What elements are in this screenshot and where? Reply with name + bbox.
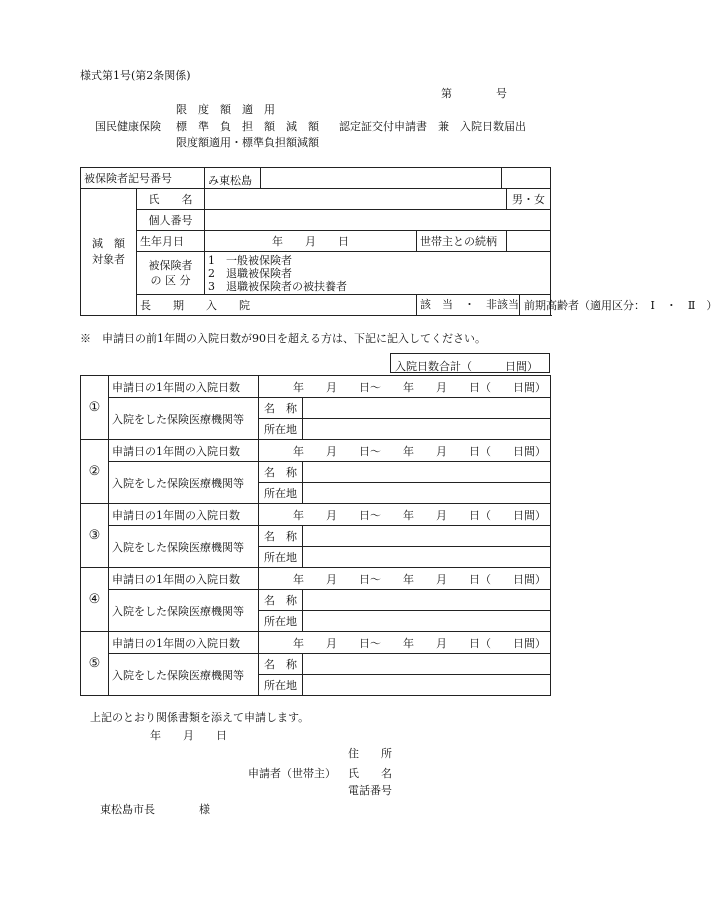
entry-days-label: 申請日の1年間の入院日数 xyxy=(109,632,259,654)
entry-period-field[interactable]: 年 月 日〜 年 月 日（ 日間） xyxy=(259,440,551,462)
entry-institution-label: 入院をした保険医療機関等 xyxy=(109,590,259,632)
hospital-entry-row xyxy=(81,440,551,462)
title-line3: 限度額適用・標準負担額減額 xyxy=(176,136,319,149)
hospital-entry-row xyxy=(81,504,551,526)
title-right: 認定証交付申請書 兼 入院日数届出 xyxy=(339,120,526,133)
entry-mark: ④ xyxy=(81,568,109,632)
category-item-3: 3 退職被保険者の被扶養者 xyxy=(208,279,347,293)
entry-days-label: 申請日の1年間の入院日数 xyxy=(109,568,259,590)
addressee: 東松島市長 様 xyxy=(100,803,210,816)
entry-name-field[interactable] xyxy=(303,654,551,675)
entry-address-field[interactable] xyxy=(303,419,551,440)
total-days-field[interactable]: 入院日数合計（ 日間） xyxy=(390,353,550,373)
entry-name-label: 名 称 xyxy=(259,462,303,483)
entry-address-field[interactable] xyxy=(303,547,551,568)
entry-period-field[interactable]: 年 月 日〜 年 月 日（ 日間） xyxy=(259,632,551,654)
applicant-phone-label: 電話番号 xyxy=(348,784,392,797)
entry-name-field[interactable] xyxy=(303,462,551,483)
entry-mark: ① xyxy=(81,376,109,440)
entry-institution-label: 入院をした保険医療機関等 xyxy=(109,398,259,440)
hospital-entry-row xyxy=(81,376,551,398)
entry-address-field[interactable] xyxy=(303,675,551,696)
long-term-choice[interactable]: 該 当 ・ 非該当 xyxy=(417,295,520,315)
entry-address-label: 所在地 xyxy=(259,611,303,632)
applicant-name-label: 氏 名 xyxy=(348,767,392,780)
long-term-label: 長 期 入 院 xyxy=(137,295,417,316)
entry-address-field[interactable] xyxy=(303,611,551,632)
entry-days-label: 申請日の1年間の入院日数 xyxy=(109,504,259,526)
entry-name-field[interactable] xyxy=(303,398,551,419)
entry-name-label: 名 称 xyxy=(259,526,303,547)
hospital-entry-row xyxy=(81,568,551,590)
sex-choice[interactable]: 男・女 xyxy=(507,189,551,210)
form-number: 様式第1号(第2条関係) xyxy=(80,69,191,82)
insured-number-prefix: み東松島 xyxy=(205,168,261,188)
entry-institution-label: 入院をした保険医療機関等 xyxy=(109,526,259,568)
entry-address-label: 所在地 xyxy=(259,547,303,568)
entry-period-field[interactable]: 年 月 日〜 年 月 日（ 日間） xyxy=(259,568,551,590)
target-label: 減 額 対象者 xyxy=(81,189,137,316)
insured-number-label: 被保険者記号番号 xyxy=(81,168,205,189)
entry-period-field[interactable]: 年 月 日〜 年 月 日（ 日間） xyxy=(259,376,551,398)
entry-days-label: 申請日の1年間の入院日数 xyxy=(109,440,259,462)
applicant-prefix: 申請者（世帯主） xyxy=(248,767,336,780)
entry-institution-label: 入院をした保険医療機関等 xyxy=(109,462,259,504)
insured-info-table xyxy=(80,167,717,316)
entry-name-field[interactable] xyxy=(303,526,551,547)
entry-name-field[interactable] xyxy=(303,590,551,611)
title-line2: 標 準 負 担 額 減 額 xyxy=(176,120,319,133)
entry-name-label: 名 称 xyxy=(259,398,303,419)
birth-field[interactable]: 年 月 日 xyxy=(205,231,417,252)
entry-name-label: 名 称 xyxy=(259,590,303,611)
applicant-address-label: 住 所 xyxy=(348,747,392,760)
name-label: 氏 名 xyxy=(137,189,205,210)
relation-label: 世帯主との続柄 xyxy=(417,231,507,252)
entry-period-field[interactable]: 年 月 日〜 年 月 日（ 日間） xyxy=(259,504,551,526)
entry-mark: ⑤ xyxy=(81,632,109,696)
note: ※ 申請日の前1年間の入院日数が90日を超える方は、下記に記入してください。 xyxy=(80,332,486,345)
title-line1: 限 度 額 適 用 xyxy=(176,103,275,116)
entry-name-label: 名 称 xyxy=(259,654,303,675)
entry-institution-label: 入院をした保険医療機関等 xyxy=(109,654,259,696)
name-field[interactable] xyxy=(205,189,507,210)
reference-number: 第 号 xyxy=(441,87,507,100)
entry-days-label: 申請日の1年間の入院日数 xyxy=(109,376,259,398)
personal-number-label: 個人番号 xyxy=(137,210,205,231)
title-left: 国民健康保険 xyxy=(95,120,161,133)
hospital-entry-row xyxy=(81,632,551,654)
entry-address-field[interactable] xyxy=(303,483,551,504)
entry-address-label: 所在地 xyxy=(259,483,303,504)
declaration: 上記のとおり関係書類を添えて申請します。 xyxy=(90,711,310,724)
category-item-1: 1 一般被保険者 xyxy=(208,253,292,267)
category-label: 被保険者 の 区 分 xyxy=(137,252,205,295)
entry-mark: ② xyxy=(81,440,109,504)
relation-field[interactable] xyxy=(507,231,551,252)
entry-mark: ③ xyxy=(81,504,109,568)
elderly-choice[interactable]: 前期高齢者（適用区分： Ⅰ ・ Ⅱ ） xyxy=(524,299,717,312)
application-date[interactable]: 年 月 日 xyxy=(150,729,227,742)
entry-address-label: 所在地 xyxy=(259,419,303,440)
hospital-entries-table xyxy=(80,375,551,696)
insured-number-field[interactable] xyxy=(261,168,502,188)
birth-label: 生年月日 xyxy=(137,231,205,252)
personal-number-field[interactable] xyxy=(205,210,551,231)
entry-address-label: 所在地 xyxy=(259,675,303,696)
category-item-2: 2 退職被保険者 xyxy=(208,266,292,280)
category-list[interactable] xyxy=(205,252,551,295)
